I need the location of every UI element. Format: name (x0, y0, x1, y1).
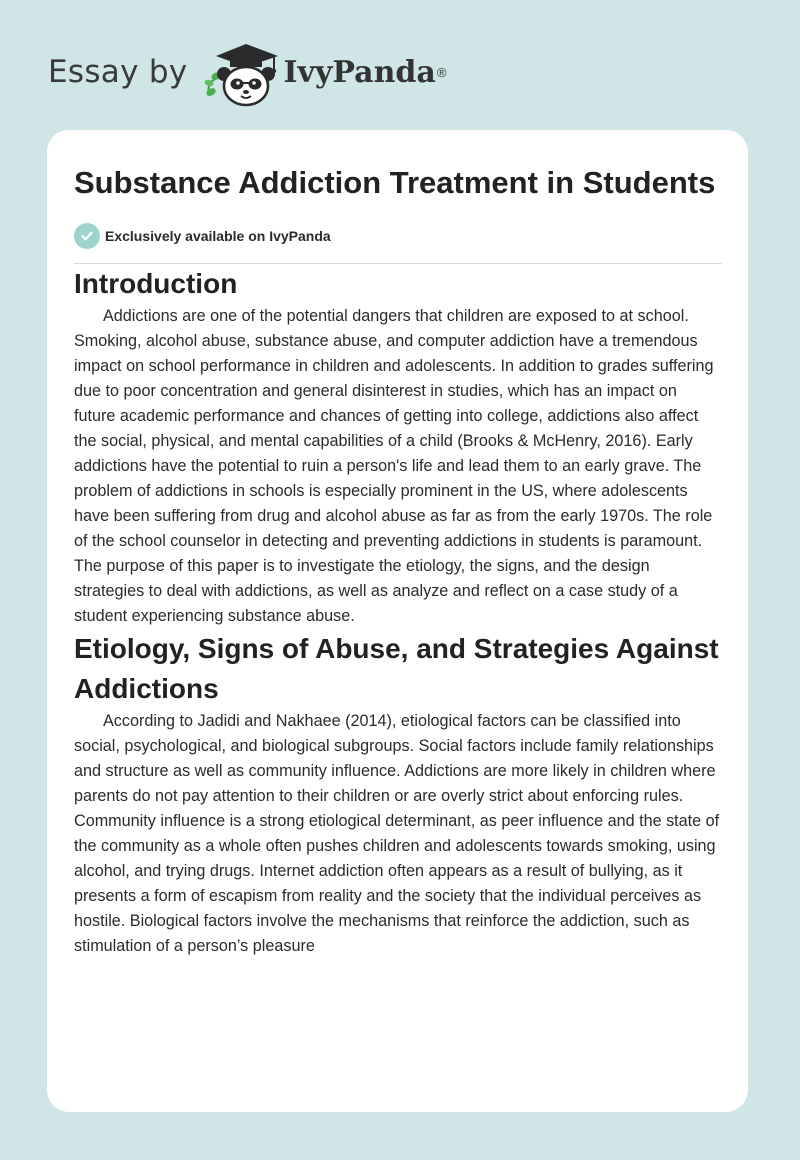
essay-content (47, 130, 748, 959)
brand-name: IvyPanda (283, 54, 436, 90)
exclusive-badge (74, 223, 722, 249)
essay-title: Substance Addiction Treatment in Students (74, 165, 716, 200)
panda-graduation-cap-logo-icon[interactable] (196, 36, 286, 108)
essay-card (47, 130, 748, 1112)
section-heading-etiology: Etiology, Signs of Abuse, and Strategies Against Addictions (74, 633, 719, 704)
section-heading-introduction: Introduction (74, 268, 238, 299)
introduction-paragraph: Addictions are one of the potential dangers that children are exposed to at school. Smoking, alcohol abuse, substance abuse, and computer addiction have a tremendous impact on school performance in children and adolescents. In addition to grades suffering due to poor concentration and general disinterest in studies, which has an impact on future academic performance and chances of getting into college, addictions also affect the social, physical, and mental capabilities of a child (Brooks & McHenry, 2016). Early addictions have the potential to ruin a person's life and lead them to an early grave. The problem of addictions in schools is especially prominent in the US, where adolescents have been suffering from drug and alcohol abuse as far as from the early 1970s. The role of the school counselor in detecting and preventing addictions in students is paramount. The purpose of this paper is to investigate the etiology, the signs, and the design strategies to deal with addictions, as well as analyze and reflect on a case study of a student experiencing substance abuse. (74, 307, 714, 625)
registered-mark: ® (436, 64, 447, 80)
site-header (48, 36, 446, 108)
brand-prefix: Essay by (48, 54, 188, 90)
check-circle-icon (74, 223, 100, 249)
etiology-paragraph: According to Jadidi and Nakhaee (2014), etiological factors can be classified into social, psychological, and biological subgroups. Social factors include family relationships and structure as well as community influence. Addictions are more likely in children where parents do not pay attention to their children or are overly strict about enforcing rules. Community influence is a strong etiological determinant, as peer influence and the state of the community as a whole often pushes children and adolescents towards smoking, using alcohol, and trying drugs. Internet addiction often appears as a result of bullying, as it presents a form of escapism from reality and the society that the individual perceives as hostile. Biological factors involve the mechanisms that reinforce the addiction, such as stimulation of a person’s pleasure (74, 712, 720, 955)
exclusive-label: Exclusively available on IvyPanda (105, 228, 331, 244)
